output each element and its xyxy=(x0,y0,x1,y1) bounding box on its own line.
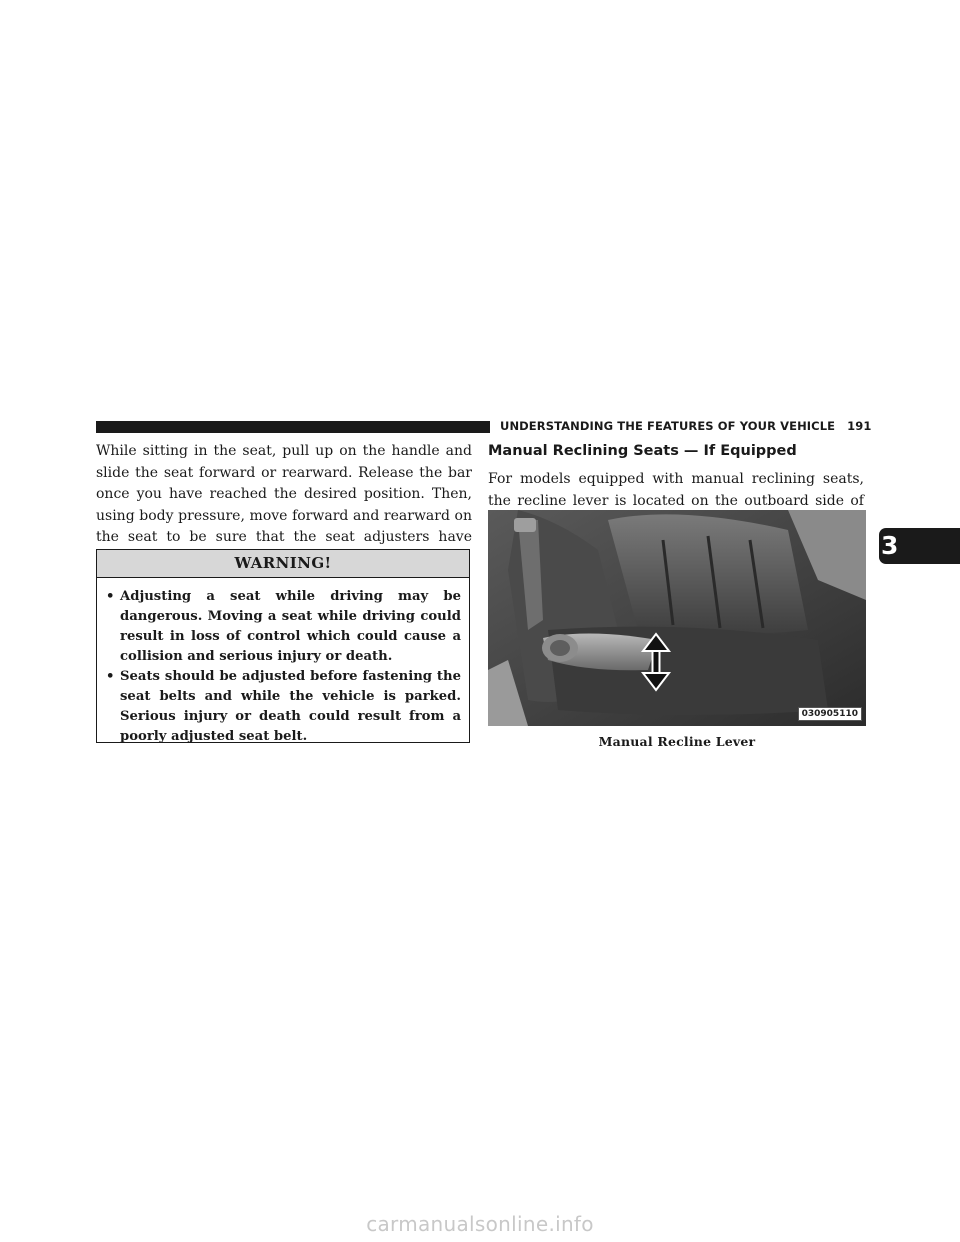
header-section-title: UNDERSTANDING THE FEATURES OF YOUR VEHICLE xyxy=(500,419,836,433)
figure-caption: Manual Recline Lever xyxy=(598,734,756,749)
warning-list xyxy=(97,578,469,747)
warning-box xyxy=(96,549,470,743)
bullet-icon: • xyxy=(106,669,115,684)
image-code: 030905110 xyxy=(798,707,862,721)
watermark: carmanualsonline.info xyxy=(366,1212,594,1236)
running-header xyxy=(500,419,872,433)
warning-title: WARNING! xyxy=(97,550,469,578)
body-paragraph-seat-adjust: While sitting in the seat, pull up on the handle and slide the seat forward or rearward. Release the bar once you have reached the desired position. Then, using body pressure, move forward and rearward on the seat to be sure that the seat adjusters have xyxy=(96,443,472,545)
body-paragraph-recline: For models equipped with manual reclining seats, the recline lever is located on the outboard side of xyxy=(488,471,864,509)
warning-item xyxy=(101,667,461,747)
page-number: 191 xyxy=(847,419,872,433)
warning-item-text: Seats should be adjusted before fastening the seat belts and while the vehicle is parked. Serious injury or death could result from a poorly adjusted seat belt. xyxy=(120,669,461,744)
chapter-tab: 3 xyxy=(879,528,960,564)
recline-lever-photo xyxy=(488,510,866,726)
seat-illustration xyxy=(488,510,866,726)
section-heading: Manual Reclining Seats — If Equipped xyxy=(488,443,797,459)
header-rule xyxy=(96,421,490,433)
bullet-icon: • xyxy=(106,589,115,604)
warning-item-text: Adjusting a seat while driving may be dangerous. Moving a seat while driving could result in loss of control which could cause a collision and serious injury or death. xyxy=(120,589,461,664)
warning-item xyxy=(101,587,461,667)
